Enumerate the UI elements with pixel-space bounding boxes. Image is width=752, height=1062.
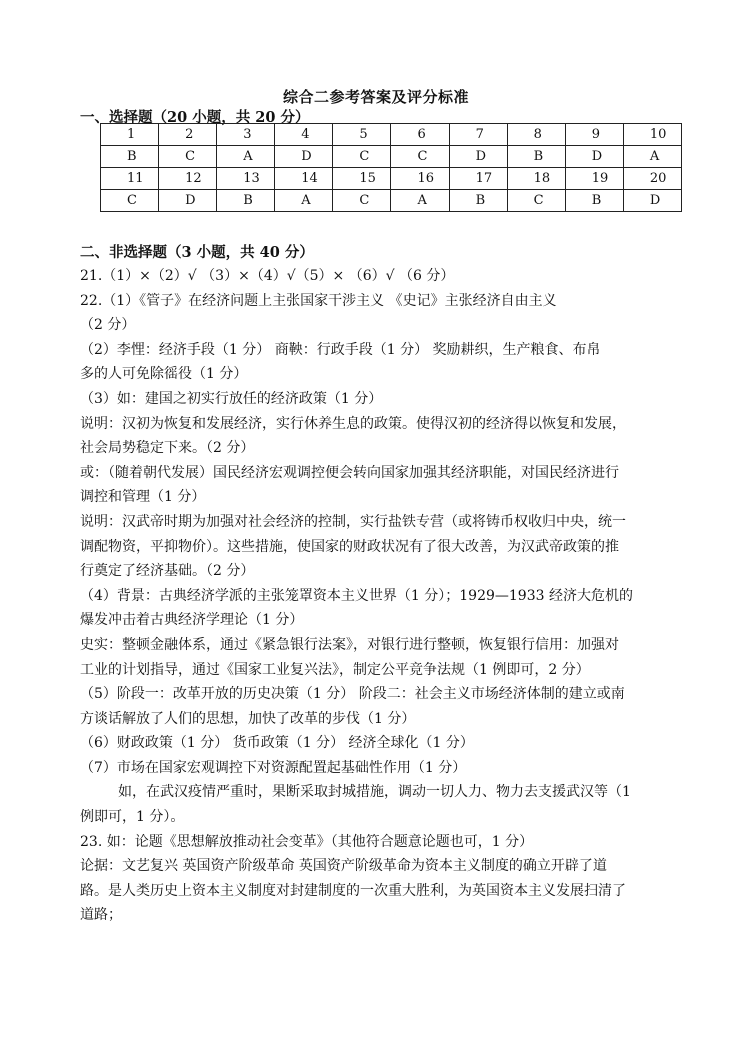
- text-line: 论据：文艺复兴 英国资产阶级革命 英国资产阶级革命为资本主义制度的确立开辟了道: [80, 858, 607, 875]
- table-cell: 20: [623, 168, 681, 190]
- page-title: 综合二参考答案及评分标准: [282, 88, 469, 106]
- table-cell: 19: [565, 168, 623, 190]
- table-cell: A: [275, 190, 333, 212]
- table-cell: D: [623, 190, 681, 212]
- table-cell: B: [449, 190, 507, 212]
- table-cell: C: [507, 190, 565, 212]
- table-cell: 13: [217, 168, 275, 190]
- table-cell: D: [275, 146, 333, 168]
- table-cell: 11: [101, 168, 159, 190]
- text-line: 调控和管理（1 分）: [80, 489, 206, 506]
- text-line: 多的人可免除徭役（1 分）: [80, 366, 248, 383]
- text-line: （3）如：建国之初实行放任的经济政策（1 分）: [80, 390, 383, 407]
- table-cell: D: [449, 146, 507, 168]
- text-line: 说明：汉武帝时期为加强对社会经济的控制，实行盐铁专营（或将铸币权收归中央，统一: [80, 513, 626, 530]
- text-line: 路。是人类历史上资本主义制度对封建制度的一次重大胜利，为英国资本主义发展扫清了: [80, 882, 626, 899]
- text-line: 爆发冲击着古典经济学理论（1 分）: [80, 612, 304, 629]
- text-line: （4）背景：古典经济学派的主张笼罩资本主义世界（1 分）；1929—1933 经济大危机的: [80, 587, 633, 604]
- table-cell: A: [217, 146, 275, 168]
- table-cell: C: [101, 190, 159, 212]
- table-cell: 4: [275, 124, 333, 146]
- text-line: 史实：整顿金融体系，通过《紧急银行法案》，对银行进行整顿，恢复银行信用：加强对: [80, 636, 619, 653]
- text-line: （6）财政政策（1 分） 货币政策（1 分） 经济全球化（1 分）: [80, 735, 474, 752]
- table-cell: B: [217, 190, 275, 212]
- text-line: 23. 如：论题《思想解放推动社会变革》（其他符合题意论题也可，1 分）: [80, 833, 534, 850]
- table-cell: A: [391, 190, 449, 212]
- text-line: 例即可，1 分）。: [80, 809, 185, 826]
- text-line: 说明：汉初为恢复和发展经济，实行休养生息的政策。使得汉初的经济得以恢复和发展，: [80, 415, 626, 432]
- table-cell: 8: [507, 124, 565, 146]
- table-cell: 6: [391, 124, 449, 146]
- text-line: 22.（1）《管子》在经济问题上主张国家干涉主义 《史记》主张经济自由主义: [80, 292, 557, 309]
- table-cell: D: [159, 190, 217, 212]
- text-line: （7）市场在国家宏观调控下对资源配置起基础性作用（1 分）: [80, 759, 467, 776]
- text-line: 或：（随着朝代发展）国民经济宏观调控便会转向国家加强其经济职能，对国民经济进行: [80, 464, 619, 481]
- answer-table: [100, 123, 682, 212]
- table-cell: A: [623, 146, 681, 168]
- section-heading-non-choice: 二、非选择题（3 小题，共 40 分）: [80, 244, 314, 261]
- table-cell: 9: [565, 124, 623, 146]
- table-cell: 5: [333, 124, 391, 146]
- text-line: 道路；: [80, 907, 122, 924]
- table-cell: 1: [101, 124, 159, 146]
- table-cell: 14: [275, 168, 333, 190]
- text-line: （5）阶段一：改革开放的历史决策（1 分） 阶段二：社会主义市场经济体制的建立或南: [80, 686, 625, 703]
- table-cell: C: [391, 146, 449, 168]
- text-line: （2）李悝：经济手段（1 分） 商鞅：行政手段（1 分） 奖励耕织，生产粮食、布帛: [80, 341, 601, 358]
- table-cell: 15: [333, 168, 391, 190]
- text-line: 社会局势稳定下来。（2 分）: [80, 440, 255, 457]
- table-cell: 3: [217, 124, 275, 146]
- table-cell: 10: [623, 124, 681, 146]
- table-cell: B: [565, 190, 623, 212]
- table-cell: C: [159, 146, 217, 168]
- table-row: [101, 190, 682, 212]
- table-cell: 17: [449, 168, 507, 190]
- text-line: （2 分）: [80, 317, 136, 334]
- table-cell: 16: [391, 168, 449, 190]
- table-cell: C: [333, 190, 391, 212]
- text-line: 行奠定了经济基础。（2 分）: [80, 563, 255, 580]
- table-cell: B: [507, 146, 565, 168]
- table-row: [101, 168, 682, 190]
- table-cell: C: [333, 146, 391, 168]
- table-cell: D: [565, 146, 623, 168]
- table-cell: 7: [449, 124, 507, 146]
- text-line: 工业的计划指导，通过《国家工业复兴法》，制定公平竞争法规（1 例即可，2 分）: [80, 661, 590, 678]
- table-cell: B: [101, 146, 159, 168]
- text-line: 调配物资，平抑物价）。这些措施，使国家的财政状况有了很大改善，为汉武帝政策的推: [80, 538, 619, 555]
- answer-body: [80, 264, 680, 928]
- text-line: 方谈话解放了人们的思想，加快了改革的步伐（1 分）: [80, 710, 416, 727]
- table-row: [101, 124, 682, 146]
- table-cell: 18: [507, 168, 565, 190]
- table-cell: 12: [159, 168, 217, 190]
- table-cell: 2: [159, 124, 217, 146]
- section-heading-multiple-choice: 一、选择题（20 小题，共 20 分）: [80, 109, 310, 126]
- table-row: [101, 146, 682, 168]
- text-line: 21.（1）×（2）√ （3）×（4）√（5）× （6）√ （6 分）: [80, 268, 455, 284]
- text-line: 如，在武汉疫情严重时，果断采取封城措施，调动一切人力、物力去支援武汉等（1: [118, 784, 631, 801]
